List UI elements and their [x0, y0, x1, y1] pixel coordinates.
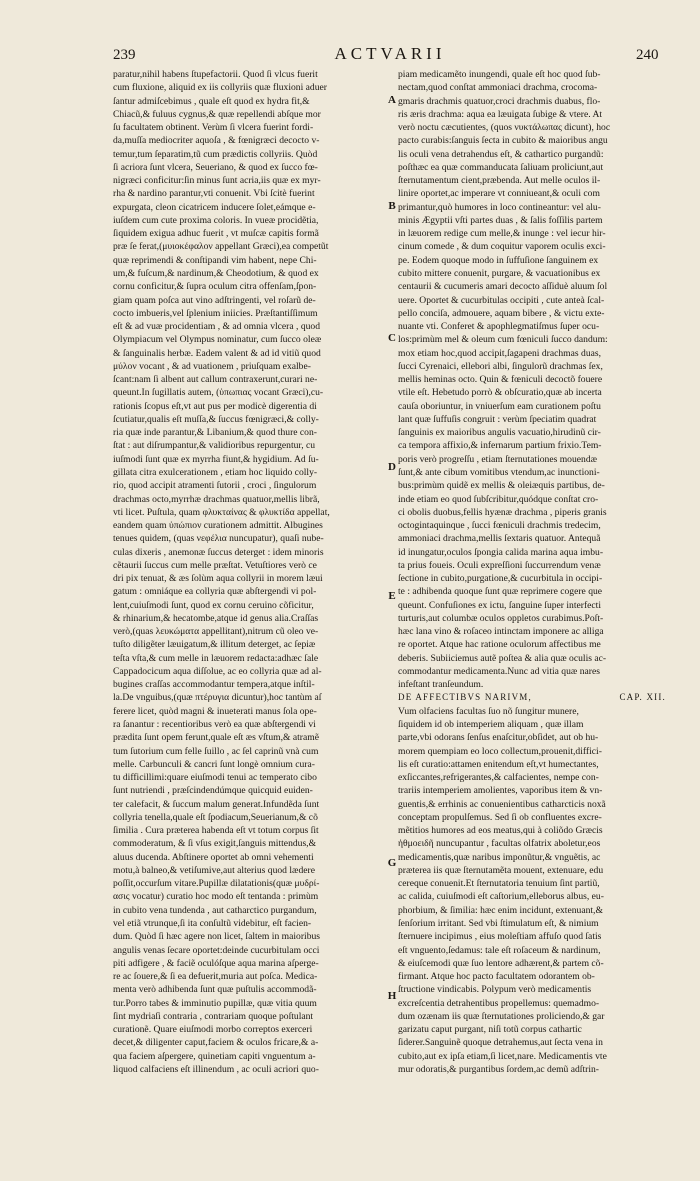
text-line: cocto imbueris,vel ſplenium iniicies. Præſtantiſſimum	[113, 307, 318, 319]
text-line: tur.Porro tabes & imminutio pupillæ, quæ vitia quum	[113, 997, 317, 1009]
text-line: ta prius foueis. Oculi expreſſioni ſuccurrendum venæ	[398, 559, 601, 571]
text-line: queunt.In ſugillatis autem, (ὑπωπιας vocant Græci),cu-	[113, 387, 324, 399]
text-line: garizatu caput purgant, niſi totũ corpus cathartic	[398, 1024, 582, 1036]
text-line: mellis heminas octo. Quin & fœniculi decoctõ fouere	[398, 374, 603, 386]
text-line: id inungatur,oculos ſpongia calida marina aqua imbu-	[398, 546, 604, 558]
text-line: nigræci conficitur:ſin minus ſunt acria,iis quæ ex myr-	[113, 175, 321, 187]
text-line: ſunt nutriendi , præſcindendúmque quicquid euiden-	[113, 785, 313, 797]
text-line: cum fluxione, aliquid ex iis collyriis quæ fluxioni aduer	[113, 82, 327, 94]
text-line: in cubito vena tundenda , aut catharctico purgandum,	[113, 904, 317, 916]
text-line: ſint mydriaſi contraria , contrariam quoque poſtulant	[113, 1010, 314, 1022]
text-line: tum ſutorium cum felle ſuillo , ac ſel caprinũ vnà cum	[113, 745, 319, 757]
left-text-column	[113, 68, 381, 1076]
text-line: poſthæc ea quæ commanducata ſaliuam proliciunt,aut	[398, 161, 604, 173]
text-line: ammoniaci drachma,mellis ſextaris quatuor. Antequã	[398, 533, 601, 545]
text-line: prædita ſunt opem ferunt,quale eſt æs vſtum,& atramẽ	[113, 732, 319, 744]
text-line: ria quæ inde parantur,& Libanium,& quod thure con-	[113, 427, 317, 439]
text-line: ſtructione vindicabis. Polypum verò medicamentis	[398, 984, 592, 996]
text-line: ſantur admiſcebimus , quale eſt quod ex hydra fit,&	[113, 95, 310, 107]
text-line: cauſa oboriuntur, in vniuerſum eam curationem poſtu	[398, 400, 601, 412]
chapter-heading	[398, 691, 666, 704]
text-line: ασις vocatur) curatio hoc modo eſt tentanda : primùm	[113, 891, 319, 903]
text-line: ſunt,& ante cibum vomitibus vtendum,ac inunctioni-	[398, 466, 600, 478]
text-line: Olympiacum vel Olympus nominatur, cum ſucco oleæ	[113, 334, 322, 346]
text-line: re oportet. Atque hac ratione oculorum affectibus me	[398, 639, 601, 651]
text-line: infeſtant tranſeundum.	[398, 679, 484, 691]
page-number-left: 239	[113, 47, 136, 63]
text-line: ſu facultatem obtinent. Verùm ſi vlcera fuerint fordi-	[113, 122, 314, 134]
chapter-title: DE AFFECTIBVS NARIVM,	[398, 692, 532, 703]
text-line: cubito mittere conuenit, purgare, & vacuationibus ex	[398, 267, 601, 279]
text-line: ſcant:nam ſi albent aut callum contraxerunt,curari ne-	[113, 374, 318, 386]
text-line: vti licet. Puſtula, quam φλυκταίνας & φλυκτίδα appellat,	[113, 506, 330, 518]
running-head: ACTVARII	[334, 44, 446, 63]
text-line: gmaris drachmis quatuor,croci drachmis duabus, flo-	[398, 95, 601, 107]
text-line: & ſanguinalis herbæ. Eadem valent & ad id vitiũ quod	[113, 347, 321, 359]
text-line: gatum : omniáque ea collyria quæ abſtergendi vi pol-	[113, 586, 317, 598]
text-line: re ac ſouere,& ſi ea defuerit,muria aut poſca. Medica-	[113, 971, 318, 983]
text-line: lent,cuiuſmodi ſunt, quod ex cornu ceruino cõficitur,	[113, 599, 314, 611]
text-line: ſiderer.Sanguinẽ quoque detrahemus,aut ſecta vena in	[398, 1037, 603, 1049]
text-line: ſiquidem id ob intemperiem aliquam , quæ illam	[398, 719, 584, 731]
text-line: vtile eſt. Hebetudo porrò & obſcuratio,quæ ab incerta	[398, 387, 602, 399]
text-line: cornu conficitur,& ſupra oculum citra offenſam,ſpon-	[113, 281, 317, 293]
text-line: parte,vbi odorans ſenſus enaſcitur,obſidet, aut ob hu-	[398, 732, 599, 744]
text-line: medicamentis,quæ naribus imponũtur,& vnguẽtis, ac	[398, 851, 601, 863]
text-line: guentis,& errhinis ac conuenientibus catharcticis noxã	[398, 798, 606, 810]
text-line: dum. Quòd ſi hæc agere non licet, ſaltem in maioribus	[113, 931, 321, 943]
text-line: drachmas octo,myrrhæ drachmas quatuor,mellis librã,	[113, 493, 320, 505]
text-line: ci obolis duobus,fellis hyænæ drachma , piperis granis	[398, 506, 607, 518]
text-line: ſenſorium irritant. Sed vbi ſtimulatum eſt, & nimium	[398, 918, 599, 929]
text-line: ſtat : aut diſrumpantur,& validioribus repurgentur, cu	[113, 440, 316, 452]
text-line: curationẽ. Quare eiuſmodi morbo correptos exerceri	[113, 1024, 313, 1036]
text-line: μύλον vocant , & ad vuationem , priuſquam exalbe-	[113, 360, 311, 372]
text-line: vel etiã vtrunque,ſi ita conſultũ videbitur, eſt facien-	[113, 918, 312, 929]
text-line: inde etiam eo quod ſubſcribitur,quódque conſtat cro-	[398, 493, 599, 505]
text-line: liquod calfaciens eſt illinendum , ac oculi acriori quo-	[113, 1063, 319, 1075]
text-line: deberis. Subiiciemus autẽ poſtea & alia quæ oculis ac-	[398, 652, 607, 664]
text-line: præterea iis quæ ſternutamẽta mouent, extenuare, edu	[398, 864, 604, 876]
text-line: minis Ægyptii vſti partes duas , & ſalis foſſilis partem	[398, 214, 603, 226]
margin-letter-b: B	[388, 200, 396, 212]
text-line: linire oportet,ac imperare vt conniueant,& oculi com	[398, 188, 600, 200]
text-line: Cappadocicum aqua diſſolue, ac eo collyria quæ ad al-	[113, 665, 322, 677]
chapter-body	[398, 705, 666, 1076]
chapter-number: CAP. XII.	[619, 692, 666, 703]
text-line: lant quæ ſuffuſis congruit : verùm ſpeciatim quadrat	[398, 413, 597, 425]
text-line: ſcutiatur,qualis eſt muſſa,& ſuccus fœnigræci,& colly-	[113, 413, 319, 425]
text-line: mur odoratis,& purgantibus ſordem,ac demũ adſtrin-	[398, 1063, 599, 1075]
page-number-right: 240	[636, 47, 659, 63]
text-line: cubito,aut ex ipſa etiam,ſi licet,nare. Medicamentis vte	[398, 1050, 607, 1062]
text-line: ſiquidem exigua adhuc fuerit , vt muſcæ capitis formã	[113, 228, 319, 240]
text-line: exſiccantes,refrigerantes,& calfacientes, nempe con-	[398, 772, 599, 784]
text-line: cinum comede , & dum coquitur vaporem oculis exci-	[398, 241, 606, 253]
text-line: poris verò progreſſu , etiam ſternutationes mouendæ	[398, 453, 598, 465]
text-line: iuſmodi ſunt quæ ex myrrha fiunt,& hygidium. Ad ſu-	[113, 453, 319, 465]
text-line: turturis,aut columbæ oculos oppletos curabimus.Poſt-	[398, 612, 604, 624]
text-line: tu difficillimi:quare eiuſmodi tenui ac temperato cibo	[113, 772, 317, 784]
text-line: ris æris drachma: aqua ea læuigata ſubige & vtere. At	[398, 108, 603, 120]
text-line: los:primùm mel & oleum cum fœniculi ſucco dandum:	[398, 334, 608, 346]
text-line: ra ſanantur : recentioribus verò ea quæ abſtergendi vi	[113, 719, 316, 731]
margin-letter-e: E	[388, 590, 396, 602]
text-line: angulis venas ſecare oportet:deinde cucurbitulam occi	[113, 944, 320, 956]
text-line: phorbium, & ſimilia: hæc enim incidunt, extenuant,&	[398, 904, 603, 916]
text-line: ter calefacit, & ſuccum malum generat.Infundẽda ſunt	[113, 798, 320, 810]
text-line: mẽtitios humores ad eos meatus,qui à coliõdo Græcis	[398, 825, 603, 837]
text-line: eandem quam ὑπώπιον curationem admittit. Albugines	[113, 520, 323, 532]
text-line: quæ reprimendi & conſtipandi vim habent, nepe Chi-	[113, 254, 317, 266]
text-line: giam quam poſca aut vino adſtringenti, vel roſarũ de-	[113, 294, 316, 306]
text-line: rha & nardino parantur,vti conuenit. Vbi ſcitè fuerint	[113, 188, 315, 200]
text-line: um,& fuſcum,& nardinum,& Cheodotium, & quod ex	[113, 267, 319, 279]
text-line: piti adfigere , & faciẽ oculóſque aqua marina aſperge-	[113, 957, 319, 969]
text-line: commodantur medicamenta.Nunc ad vitia quæ nares	[398, 665, 600, 677]
margin-letter-d: D	[388, 461, 396, 473]
text-line: mox etiam hoc,quod accipit,ſagapeni drachmas duas,	[398, 347, 602, 359]
text-line: ferere licet, quòd magni & inueterati manus ſola ope-	[113, 705, 317, 717]
text-line: ac calida, cuiuſmodi eſt caſtorium,elleborus albus, eu-	[398, 891, 604, 903]
text-line: ſternutamentum cient,præbenda. Aut melle oculos il-	[398, 175, 601, 187]
text-line: firmant. Atque hoc pacto facultatem odorantem ob-	[398, 971, 595, 983]
text-line: & eiuſcemodi quæ ſuo lentore adhærent,& partem cõ-	[398, 957, 604, 969]
text-line: culas dixeris , anemonæ ſuccus deterget : idem minoris	[113, 546, 324, 558]
text-line: bugines craſſas accommodantur tempera,atque inſtil-	[113, 679, 315, 691]
text-line: primantur,quò humores in loco contineantur: vel alu-	[398, 201, 601, 213]
text-line: eſt & ad vuæ procidentiam , & ad omnia vlcera , quod	[113, 321, 321, 333]
text-line: melle. Carbunculi & cancri ſunt longè omnium cura-	[113, 758, 315, 770]
text-line: bus:primùm quidẽ ex mellis & oleiæquis partibus, de-	[398, 480, 605, 492]
text-line: ſanguinis ex maioribus angulis vacuatio,hirudinũ cir-	[398, 427, 601, 439]
margin-letter-a: A	[388, 94, 396, 106]
text-line: tenues quidem, (quas νεφέλια nuncupatur), quaſi nube-	[113, 533, 324, 545]
text-line: paratur,nihil habens ſtupefactorii. Quod ſi vlcus fuerit	[113, 69, 318, 80]
text-line: ſi acriora ſunt vlcera, Seueriano, & quod ex ſucco fœ-	[113, 161, 318, 173]
text-line: rationis ſcopus eſt,vt aut pus per modicè digerentia di	[113, 400, 317, 412]
text-line: excreſcentia detrahentibus propellemus: quemadmo-	[398, 997, 600, 1009]
text-line: nectam,quod conſtat ammoniaci drachma, crocoma-	[398, 82, 598, 94]
margin-letter-g: G	[387, 857, 397, 869]
text-line: verò noctu cæcutientes, (quos νυκτάλωπας dicunt), hoc	[398, 122, 611, 134]
text-line: ſectione in cubito,purgatione,& cucurbitula in occipi-	[398, 573, 603, 585]
text-line: pacto curabis:ſanguis ſecta in cubito & maioribus angu	[398, 135, 608, 147]
text-line: la.De vnguibus,(quæ πτέρυγια dicuntur),hoc tantùm aſ	[113, 692, 322, 704]
text-line: menta verò adhibenda ſunt quæ puſtulis accommodã-	[113, 984, 317, 996]
text-line: cereque conuenit.Et ſternutatoria tenuium ſint partiũ,	[398, 878, 600, 890]
text-line: verò,(quas λευκώματα appellitant),nitrum cũ oleo ve-	[113, 626, 319, 638]
text-line: expurgata, cleon cicatricem inducere ſolet,eámque e-	[113, 201, 316, 213]
text-line: iuſdem cum cute proxima coloris. In vueæ procidẽtia,	[113, 214, 319, 226]
text-line: eſt vnguento,ſedamus: tale eſt roſaceum & nardinum,	[398, 944, 601, 956]
text-line: queunt. Confuſiones ex ictu, ſanguine ſuper interfecti	[398, 599, 602, 611]
text-line: rio, quod accipit atramenti ſutorii , croci , ſingulorum	[113, 480, 317, 492]
text-line: da,muſſa mediocriter aquoſa , & fœnigræci decocto v-	[113, 135, 320, 147]
text-line: qua faciem aſpergere, quinetiam capiti vnguentum a-	[113, 1050, 316, 1062]
text-line: collyria tenella,quale eſt ſpodiacum,Seuerianum,& cõ	[113, 811, 318, 823]
text-line: Vum olfaciens facultas ſuo nõ ſungitur munere,	[398, 705, 579, 717]
text-line: ſternuere incipimus , eius moleſtiam affuſo quod ſatis	[398, 931, 602, 943]
text-line: conceptam propulſemus. Sed ſi ob confluentes excre-	[398, 811, 602, 823]
text-line: aluus ducenda. Abſtinere oportet ab omni vehementi	[113, 851, 314, 863]
text-line: pe. Eodem quoque modo in ſuffuſione ſanguinem ex	[398, 254, 599, 266]
text-line: ἠθμοειδῆ nuncupantur , facultas olfatrix aboletur,eos	[398, 838, 601, 850]
text-line: centaurii & cucumeris amari decocto aſſiduè aluum ſol	[398, 281, 608, 293]
text-line: te : adhibenda quoque ſunt quæ reprimere cogere que	[398, 586, 603, 598]
text-line: morem quempiam eo loco collectum,prouenit,diffici-	[398, 745, 602, 757]
text-line: dum ozænam iis quæ ſternutationes proliciendo,& gar	[398, 1010, 605, 1022]
text-line: motu,à balneo,& vetiſumive,aut alterius quod lædere	[113, 864, 315, 876]
text-line: in læuorem redige cum melle,& inunge : vel iecur hir-	[398, 228, 606, 240]
text-line: lis eſt curatio:attamen enitendum eſt,vt humectantes,	[398, 758, 599, 770]
margin-letter-c: C	[388, 332, 396, 344]
text-line: cẽtaurii ſuccus cum melle præſtat. Vetuſtiores verò ce	[113, 559, 317, 571]
text-line: pello conciſa, admouere, aquam bibere , & victu exte-	[398, 307, 605, 319]
text-line: gillata citra exulcerationem , etiam hoc liquido colly-	[113, 466, 318, 478]
text-line: ſimilia . Cura præterea habenda eſt vt totum corpus ſit	[113, 825, 319, 837]
text-line: trariis intemperiem amolientes, vaporibus item & vn-	[398, 785, 603, 797]
text-line: dri pix tenuat, & æs ſolùm aqua collyrii in morem læui	[113, 573, 323, 585]
text-line: poſſit,occurſum vitare.Pupillæ dilatationis(quæ μυδρί-	[113, 878, 320, 890]
text-line: octogintaquinque , ſucci fœniculi drachmis tredecim,	[398, 520, 601, 532]
text-line: nuante vti. Conferet & apophlegmatiſmus ſuper ocu-	[398, 321, 600, 333]
text-line: piam medicamẽto inungendi, quale eſt hoc quod ſub-	[398, 69, 601, 80]
text-line: uere. Oportet & cucurbitulas occipiti , cute anteà ſcal-	[398, 294, 605, 306]
text-line: commoderatum, & ſi vſus exigit,ſanguis mittendus,&	[113, 838, 317, 850]
text-line: teſta vſta,& cum melle in læuorem redacta:adhæc ſale	[113, 652, 319, 664]
text-line: ſucci Cyrenaici, ellebori albi, ſingulorũ drachmas ſex,	[398, 360, 603, 372]
right-text-column	[398, 68, 666, 1076]
text-line: decet,& diligenter caput,faciem & oculos fricare,& a-	[113, 1037, 319, 1049]
text-line: ca tempora affixio,& infernarum partium frixio.Tem-	[398, 440, 602, 452]
text-line: hæc lana vino & roſaceo intinctam imponere ac alliga	[398, 626, 604, 638]
text-line: Chiacũ,& fuluus cygnus,& quæ repellendi abſque mor	[113, 108, 321, 120]
margin-letter-h: H	[387, 990, 397, 1002]
text-line: & rhinarium,& hecatombe,atque id genus alia.Craſſas	[113, 612, 319, 624]
text-line: tuſto diligẽter læuigatum,& illitum deterget, ac ſepiæ	[113, 639, 316, 651]
text-line: lis oculi vena detrahendus eſt, & cathartico purgandũ:	[398, 148, 604, 160]
text-line: temur,tum ſeparatim,tũ cum prædictis collyriis. Quòd	[113, 148, 318, 160]
text-line: præ ſe ferat,(μυιοκέφαλον appellant Græci),ea competũt	[113, 241, 329, 253]
